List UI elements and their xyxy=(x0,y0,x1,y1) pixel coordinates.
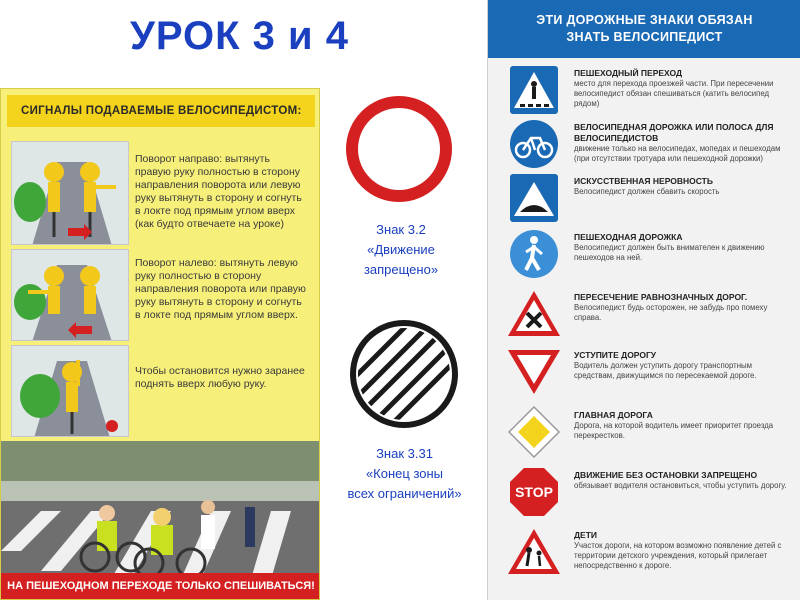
sign-description: Велосипедист должен сбавить скорость xyxy=(574,187,720,196)
required-signs-poster xyxy=(487,0,800,600)
children-crossing-photo xyxy=(1,441,320,579)
sign-name-line: «Движение xyxy=(367,242,435,257)
sign-title: ВЕЛОСИПЕДНАЯ ДОРОЖКА ИЛИ ПОЛОСА ДЛЯ ВЕЛОСИПЕДИСТОВ xyxy=(574,122,774,143)
sign-description: Водитель должен уступить дорогу транспортным средствам, движущимся по пересекаемой дороге. xyxy=(574,361,757,380)
sign-row-pedestrian-path xyxy=(506,228,796,284)
sign-title: ПЕШЕХОДНЫЙ ПЕРЕХОД xyxy=(574,68,683,78)
sign-title: ДЕТИ xyxy=(574,530,598,540)
sign-title: ГЛАВНАЯ ДОРОГА xyxy=(574,410,653,420)
speed-bump-icon xyxy=(506,172,562,224)
poster-header: СИГНАЛЫ ПОДАВАЕМЫЕ ВЕЛОСИПЕДИСТОМ: xyxy=(7,95,315,127)
no-entry-sign-3-2 xyxy=(343,93,455,205)
sign-title: ПЕШЕХОДНАЯ ДОРОЖКА xyxy=(574,232,683,242)
right-turn-illustration xyxy=(11,141,129,245)
page-title: УРОК 3 и 4 xyxy=(130,14,349,58)
sign-description: Велосипедист будь осторожен, не забудь про помеху справа. xyxy=(574,303,768,322)
end-of-all-restrictions-sign-3-31 xyxy=(348,318,460,430)
poster-header xyxy=(488,0,800,58)
sign-description: место для перехода проезжей части. При пересечении велосипедист обязан спешиваться (катить велосипед рядом) xyxy=(574,79,774,108)
bicycle-lane-icon xyxy=(506,118,562,170)
sign-row-speed-bump xyxy=(506,172,796,228)
sign-description: Велосипедист должен быть внимателен к движению пешеходов на ней. xyxy=(574,243,765,262)
signal-text-left-turn: Поворот налево: вытянуть левую руку полностью в сторону направления поворота или правую руку вытянуть в сторону и согнуть в локте под прямым углом вверх. xyxy=(135,257,306,321)
sign-description: Участок дороги, на котором возможно появление детей с территории детского учреждения, который прилегает непосредственно к дороге. xyxy=(574,541,782,570)
cyclist-signals-poster xyxy=(0,88,320,600)
sign-description: Дорога, на которой водитель имеет приоритет проезда перекрестков. xyxy=(574,421,774,440)
sign-name-line: «Конец зоны xyxy=(365,466,444,481)
sign-row-give-way xyxy=(506,346,796,402)
stop-signal-illustration xyxy=(11,345,129,437)
stop-label: STOP xyxy=(515,484,553,500)
sign-title: ПЕРЕСЕЧЕНИЕ РАВНОЗНАЧНЫХ ДОРОГ. xyxy=(574,292,748,302)
sign-row-children xyxy=(506,526,796,582)
sign-name-line: запрещено» xyxy=(363,262,439,277)
sign-caption-3-2 xyxy=(345,220,457,280)
header-line: ЗНАТЬ ВЕЛОСИПЕДИСТ xyxy=(566,30,723,44)
sign-title: ДВИЖЕНИЕ БЕЗ ОСТАНОВКИ ЗАПРЕЩЕНО xyxy=(574,470,758,480)
sign-code: Знак 3.2 xyxy=(376,222,426,237)
sign-code: Знак 3.31 xyxy=(376,446,433,461)
signal-text-stop: Чтобы остановится нужно заранее поднять вверх любую руку. xyxy=(135,365,305,390)
pedestrian-crossing-icon xyxy=(506,64,562,116)
signal-text-right-turn: Поворот направо: вытянуть правую руку полностью в сторону направления поворота или левую руку вытянуть в сторону и согнуть в локте под прямым углом вверх (как будто отвечаете на уроке) xyxy=(135,153,302,230)
sign-description: движение только на велосипедах, мопедах и пешеходам (при отсутствии тротуара или пешеходной дорожки) xyxy=(574,144,781,163)
stop-sign-icon xyxy=(506,466,562,518)
sign-row-bicycle-lane xyxy=(506,118,796,174)
sign-caption-3-31 xyxy=(327,444,482,504)
sign-row-main-road xyxy=(506,406,796,462)
children-warning-icon xyxy=(506,526,562,578)
sign-title: ИСКУССТВЕННАЯ НЕРОВНОСТЬ xyxy=(574,176,713,186)
intersection-warning-icon xyxy=(506,288,562,340)
sign-name-line: всех ограничений» xyxy=(347,486,462,501)
header-line: ЭТИ ДОРОЖНЫЕ ЗНАКИ ОБЯЗАН xyxy=(536,13,753,27)
give-way-icon xyxy=(506,346,562,398)
sign-title: УСТУПИТЕ ДОРОГУ xyxy=(574,350,657,360)
sign-description: обязывает водителя остановиться, чтобы уступить дорогу. xyxy=(574,481,787,490)
left-turn-illustration xyxy=(11,249,129,341)
sign-row-stop xyxy=(506,466,796,522)
poster-footer: НА ПЕШЕХОДНОМ ПЕРЕХОДЕ ТОЛЬКО СПЕШИВАТЬСЯ! xyxy=(1,573,320,599)
pedestrian-path-icon xyxy=(506,228,562,280)
sign-row-equal-roads-intersection xyxy=(506,288,796,344)
sign-row-pedestrian-crossing xyxy=(506,64,796,120)
main-road-icon xyxy=(506,406,562,458)
